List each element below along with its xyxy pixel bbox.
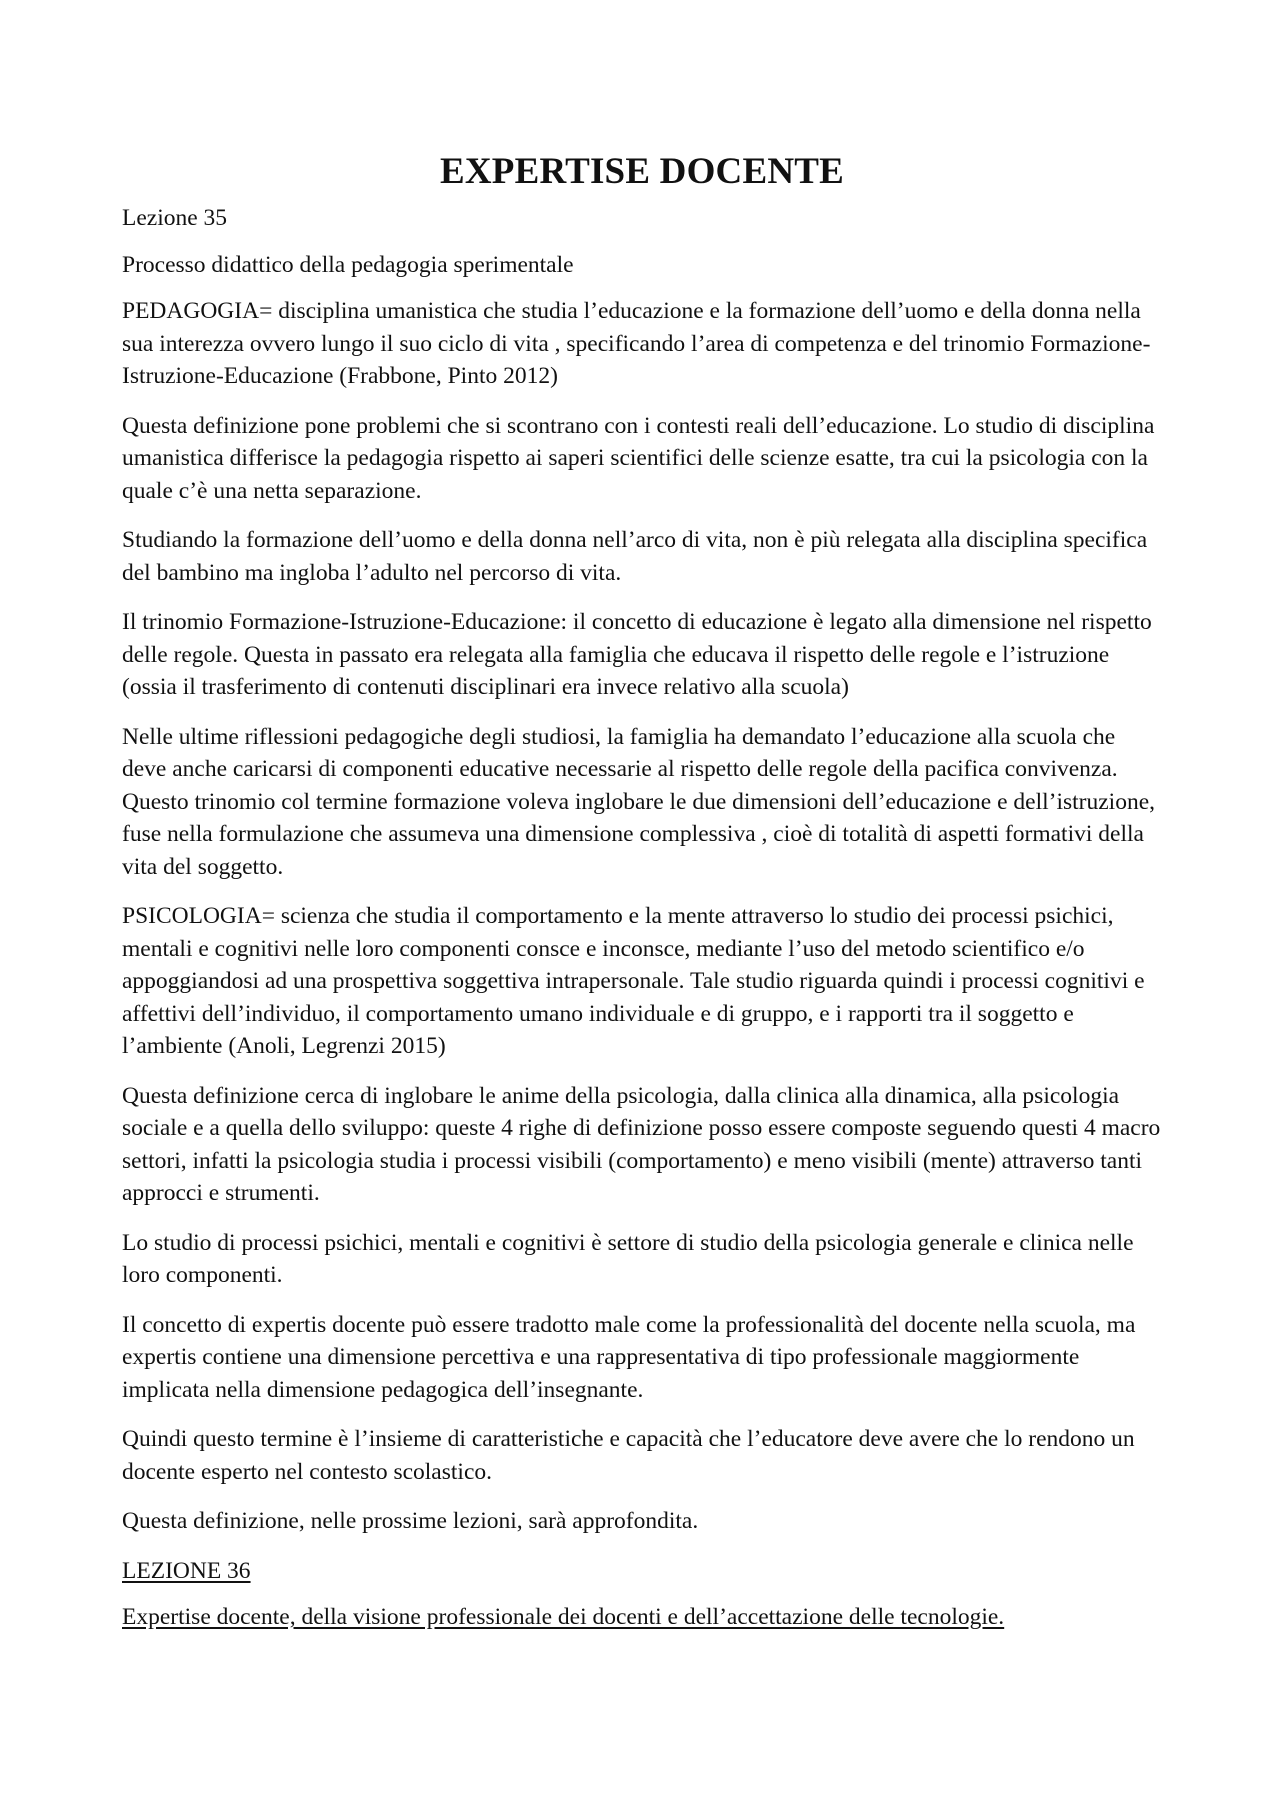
paragraph-next-lessons: Questa definizione, nelle prossime lezioni, sarà approfondita. [122, 1508, 699, 1534]
pedagogia-definition: PEDAGOGIA= disciplina umanistica che studia l’educazione e la formazione dell’uomo e della donna nella sua interezza ovvero lungo il suo ciclo di vita , specificando l’area di competenza e del trinomio Formazione-Istruzione-Educazione (Frabbone, Pinto 2012) [122, 298, 1151, 389]
lesson-36-heading: LEZIONE 36 [122, 1557, 251, 1584]
paragraph-trinomio: Il trinomio Formazione-Istruzione-Educazione: il concetto di educazione è legato alla dimensione nel rispetto delle regole. Questa in passato era relegata alla famiglia che educava il rispetto delle regole e l’istruzione (ossia il trasferimento di contenuti disciplinari era invece relativo alla scuola) [122, 609, 1152, 700]
paragraph-expertis-concept: Il concetto di expertis docente può essere tradotto male come la professionalità del docente nella scuola, ma expertis contiene una dimensione percettiva e una rappresentativa di tipo professionale maggiormente implicata nella dimensione pedagogica dell’insegnante. [122, 1311, 1136, 1403]
paragraph-psychology-souls: Questa definizione cerca di inglobare le anime della psicologia, dalla clinica alla dinamica, alla psicologia sociale e a quella dello sviluppo: queste 4 righe di definizione posso essere composte seguendo questi 4 macro settori, infatti la psicologia studia i processi visibili (comportamento) e meno visibili (mente) attraverso tanti approcci e strumenti. [122, 1082, 1161, 1206]
paragraph-psychic-processes: Lo studio di processi psichici, mentali e cognitivi è settore di studio della psicologia generale e clinica nelle loro componenti. [122, 1229, 1134, 1288]
document-body [122, 150, 1162, 1651]
lesson-35-subtitle: Processo didattico della pedagogia sperimentale [122, 251, 574, 278]
lesson-36-subtitle: Expertise docente, della visione professionale dei docenti e dell’accettazione delle tecnologie. [122, 1604, 1005, 1630]
paragraph-recent-reflections: Nelle ultime riflessioni pedagogiche degli studiosi, la famiglia ha demandato l’educazione alla scuola che deve anche caricarsi di componenti educative necessarie al rispetto delle regole della pacifica convivenza. Questo trinomio col termine formazione voleva inglobare le due dimensioni dell’educazione e dell’istruzione, fuse nella formulazione che assumeva una dimensione complessiva , cioè di totalità di aspetti formativi della vita del soggetto. [122, 723, 1156, 880]
paragraph-term-meaning: Quindi questo termine è l’insieme di caratteristiche e capacità che l’educatore deve avere che lo rendono un docente esperto nel contesto scolastico. [122, 1426, 1135, 1485]
paragraph-life-span: Studiando la formazione dell’uomo e della donna nell’arco di vita, non è più relegata alla disciplina specifica del bambino ma ingloba l’adulto nel percorso di vita. [122, 527, 1148, 586]
document-title: EXPERTISE DOCENTE [439, 151, 845, 192]
lesson-35-heading: Lezione 35 [122, 205, 228, 231]
psicologia-definition: PSICOLOGIA= scienza che studia il comportamento e la mente attraverso lo studio dei processi psichici, mentali e cognitivi nelle loro componenti consce e inconsce, mediante l’uso del metodo scientifico e/o appoggiandosi ad una prospettiva soggettiva intrapersonale. Tale studio riguarda quindi i processi cognitivi e affettivi dell’individuo, il comportamento umano individuale e di gruppo, e i rapporti tra il soggetto e l’ambiente (Anoli, Legrenzi 2015) [122, 903, 1145, 1059]
paragraph-definition-problems: Questa definizione pone problemi che si scontrano con i contesti reali dell’educazione. Lo studio di disciplina umanistica differisce la pedagogia rispetto ai saperi scientifici delle scienze esatte, tra cui la psicologia con la quale c’è una netta separazione. [122, 412, 1155, 504]
